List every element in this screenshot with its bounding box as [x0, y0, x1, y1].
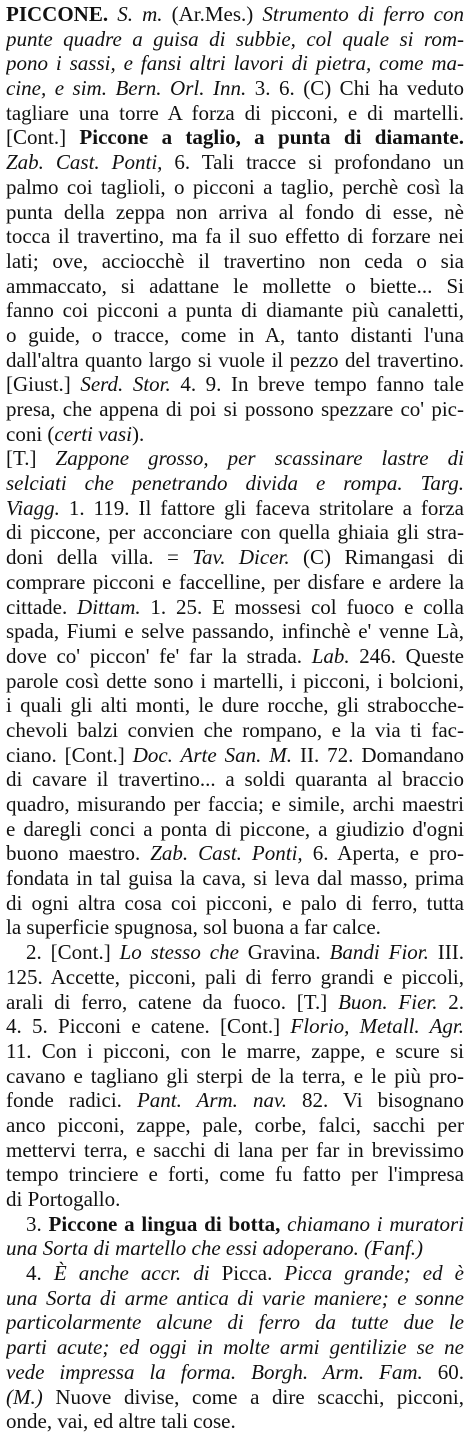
- text-line: [6, 743, 464, 768]
- text-line: [6, 1212, 464, 1237]
- text-run: 246. Queste: [349, 643, 464, 668]
- text-run: 2. [Cont.]: [26, 940, 120, 965]
- text-run: (C) Rimangasi di: [289, 545, 464, 570]
- text-run: arali di ferro, catene da fuoco. [T.]: [6, 989, 339, 1014]
- italic-text: Zab. Cast. Ponti,: [150, 841, 303, 866]
- italic-text: Lo stesso che: [119, 940, 239, 965]
- text-run: fondata in tal guisa la cava, si leva dal masso, prima: [6, 866, 464, 891]
- text-line: [6, 150, 464, 175]
- text-line: [6, 940, 464, 965]
- text-run: III.: [428, 940, 464, 965]
- text-line: [6, 693, 464, 718]
- text-run: [Cont.]: [6, 125, 80, 150]
- text-line: [6, 595, 464, 620]
- text-run: 6. Tali tracce si profondano un: [162, 150, 464, 175]
- text-run: 2.: [437, 989, 464, 1014]
- text-run: spada, Fiumi e selve passando, infinchè e' venne Là,: [6, 619, 464, 644]
- text-line: [6, 1187, 464, 1212]
- dictionary-entry-piccone: [6, 2, 464, 1434]
- text-line: [6, 1310, 464, 1335]
- text-line: [6, 965, 464, 990]
- text-line: [6, 471, 464, 496]
- text-run: fanno coi picconi a punta di diamante più canaletti,: [6, 298, 464, 323]
- italic-text: Buon. Fier.: [338, 989, 438, 1014]
- text-run: buono maestro.: [6, 841, 151, 866]
- text-run: 1. 25. E mossesi col fuoco e colla: [140, 594, 464, 619]
- bold-term: PICCONE.: [6, 2, 109, 26]
- text-line: [6, 1409, 464, 1434]
- text-line: [6, 1138, 464, 1163]
- italic-text: cine, e sim. Bern. Orl. Inn.: [6, 76, 247, 101]
- italic-text: Bandi Fior.: [329, 940, 429, 965]
- text-run: comprare picconi e faccelline, per disfare e ardere la: [6, 569, 464, 594]
- text-line: [6, 990, 464, 1015]
- italic-text: Tav. Dicer.: [192, 545, 290, 570]
- text-run: 4.: [26, 1261, 54, 1286]
- text-run: dove co' piccon' fe' far la strada.: [6, 643, 312, 668]
- text-run: 1. 119. Il fattore gli faceva stritolare a forza: [59, 495, 464, 520]
- italic-text: selciati che penetrando divida e rompa. Targ.: [6, 471, 464, 496]
- italic-text: Picca grande; ed è: [284, 1261, 464, 1286]
- text-run: doni della villa. =: [6, 545, 193, 570]
- italic-text: parti acute; ed oggi in molte armi gentilizie se ne: [6, 1335, 464, 1360]
- text-run: dall'altra quanto largo si vuole il pezzo del travertino.: [6, 347, 464, 372]
- text-line: [6, 841, 464, 866]
- text-run: II. 72. Domandano: [292, 742, 464, 767]
- text-run: 3.: [26, 1211, 49, 1236]
- italic-text: È anche accr. di: [53, 1261, 210, 1286]
- italic-text: vede impressa la forma. Borgh. Arm. Fam.: [6, 1359, 423, 1384]
- text-run: punta della zeppa non arriva al fondo di esse, nè: [6, 199, 464, 224]
- text-line: [6, 422, 464, 447]
- text-line: [6, 249, 464, 274]
- text-line: [6, 767, 464, 792]
- text-line: [6, 274, 464, 299]
- italic-text: (M.): [6, 1384, 43, 1409]
- text-run: Picca.: [209, 1261, 285, 1286]
- text-line: [6, 718, 464, 743]
- text-run: o guide, o tracce, come in A, tanto distanti l'una: [6, 322, 464, 347]
- text-run: ammaccato, si adattane le mollette o biette... Si: [6, 273, 464, 298]
- italic-text: Doc. Arte San. M.: [132, 742, 293, 767]
- text-line: [6, 1286, 464, 1311]
- italic-text: Dittam.: [77, 594, 141, 619]
- text-line: [6, 76, 464, 101]
- text-line: [6, 545, 464, 570]
- text-run: tagliare una torre A forza di picconi, e di martelli.: [6, 100, 464, 125]
- text-line: [6, 125, 464, 150]
- italic-text: una Sorta di martello che essi adoperano. (Fanf.): [6, 1236, 424, 1261]
- text-run: tempo trinciere e forti, come fu fatto per l'impresa: [6, 1162, 464, 1187]
- text-run: mettervi terra, e sacchi di lana per far in brevissimo: [6, 1137, 464, 1162]
- italic-text: una Sorta di arme antica di varie maniere; e sonne: [6, 1285, 464, 1310]
- text-run: ).: [131, 421, 145, 446]
- text-line: [6, 817, 464, 842]
- text-run: i quali gli alti monti, le dure rocche, gli strabocche-: [6, 693, 464, 718]
- italic-text: Zappone grosso, per scassinare lastre di: [55, 446, 464, 471]
- text-line: [6, 1113, 464, 1138]
- text-run: Gravina.: [238, 940, 330, 965]
- text-run: cavano e tagliano gli sterpi de la terra, e le più pro-: [6, 1063, 464, 1088]
- text-line: [6, 323, 464, 348]
- text-run: presa, che appena di poi si possono spezzare co' pic-: [6, 397, 464, 421]
- text-line: [6, 644, 464, 669]
- text-run: tocca il travertino, ma fa il suo effetto di forzare nei: [6, 224, 464, 249]
- text-line: [6, 520, 464, 545]
- italic-text: Lab.: [311, 643, 350, 668]
- text-line: [6, 224, 464, 249]
- text-line: [6, 1014, 464, 1039]
- text-line: [6, 915, 464, 940]
- text-run: 3. 6. (C) Chi ha veduto: [246, 76, 464, 101]
- text-run: di Portogallo.: [6, 1187, 121, 1211]
- text-run: Nuove divise, come a dire scacchi, picconi,: [42, 1384, 464, 1409]
- text-run: e daregli conci a ponta di piccone, a giudizio d'ogni: [6, 816, 464, 841]
- text-run: onde, vai, ed altre tali cose.: [6, 1409, 236, 1434]
- text-run: cittade.: [6, 594, 78, 619]
- text-run: [T.]: [6, 446, 56, 471]
- text-line: [6, 1385, 464, 1410]
- text-line: [6, 51, 464, 76]
- text-line: [6, 866, 464, 891]
- italic-text: Viagg.: [6, 495, 60, 520]
- text-line: [6, 372, 464, 397]
- text-run: la superficie spugnosa, sol buona a far calce.: [6, 915, 381, 940]
- italic-text: chiamano i muratori: [280, 1211, 464, 1236]
- text-line: [6, 1162, 464, 1187]
- text-run: di piccone, per acconciare con quella ghiaia gli stra-: [6, 520, 464, 545]
- text-run: chevoli balzi convien che rompano, e la via ti fac-: [6, 717, 464, 742]
- text-line: [6, 1360, 464, 1385]
- text-run: lati; ove, acciocchè il travertino non ceda o sia: [6, 248, 464, 273]
- text-run: 6. Aperta, e pro-: [302, 841, 464, 866]
- italic-text: Serd. Stor.: [80, 372, 171, 397]
- text-run: 4. 5. Picconi e catene. [Cont.]: [6, 1014, 291, 1039]
- text-line: [6, 1335, 464, 1360]
- text-run: 4. 9. In breve tempo fanno tale: [170, 372, 464, 397]
- text-line: [6, 570, 464, 595]
- italic-text: punte quadre a guisa di subbie, col quale si rom-: [6, 26, 464, 51]
- text-line: [6, 446, 464, 471]
- italic-text: S. m.: [108, 2, 172, 26]
- text-run: ciano. [Cont.]: [6, 742, 133, 767]
- text-run: palmo coi taglioli, o picconi a taglio, perchè così la: [6, 174, 464, 199]
- italic-text: pono i sassi, e fansi altri lavori di pietra, come ma-: [6, 51, 464, 76]
- text-line: [6, 27, 464, 52]
- text-line: [6, 1236, 464, 1261]
- italic-text: Pant. Arm. nav.: [136, 1088, 287, 1113]
- text-line: [6, 1039, 464, 1064]
- text-line: [6, 298, 464, 323]
- text-line: [6, 619, 464, 644]
- text-run: di cavare il travertino... a soldi quaranta al braccio: [6, 767, 464, 792]
- text-run: 60.: [422, 1359, 464, 1384]
- text-line: [6, 175, 464, 200]
- italic-text: Zab. Cast. Ponti,: [6, 150, 163, 175]
- text-run: di ogni altra cosa coi picconi, e palo di ferro, tutta: [6, 890, 464, 915]
- text-line: [6, 891, 464, 916]
- text-line: [6, 669, 464, 694]
- italic-text: particolarmente alcune di ferro da tutte due le: [6, 1310, 464, 1335]
- text-line: [6, 1064, 464, 1089]
- italic-text: Strumento di ferro con: [262, 2, 464, 26]
- text-run: anco picconi, zappe, pale, corbe, falci, sacchi per: [6, 1112, 464, 1137]
- text-line: [6, 397, 464, 422]
- text-run: quadro, misurando per faccia; e simile, archi maestri: [6, 792, 464, 816]
- text-run: fonde radici.: [6, 1088, 137, 1113]
- text-run: (Ar.Mes.): [171, 2, 263, 26]
- italic-text: Florio, Metall. Agr.: [290, 1014, 464, 1039]
- bold-term: Piccone a lingua di botta,: [48, 1211, 281, 1236]
- text-run: coni (: [6, 421, 55, 446]
- text-run: parole così dette sono i martelli, i picconi, i bolcioni,: [6, 668, 464, 693]
- text-line: [6, 496, 464, 521]
- text-line: [6, 1261, 464, 1286]
- bold-term: Piccone a taglio, a punta di diamante.: [79, 125, 464, 150]
- text-line: [6, 2, 464, 27]
- text-run: 82. Vi bisognano: [286, 1088, 464, 1113]
- text-line: [6, 1088, 464, 1113]
- italic-text: certi vasi: [54, 421, 132, 446]
- text-run: 125. Accette, picconi, pali di ferro grandi e piccoli,: [6, 964, 464, 989]
- text-line: [6, 200, 464, 225]
- text-line: [6, 792, 464, 817]
- text-run: 11. Con i picconi, con le marre, zappe, e scure si: [6, 1038, 464, 1063]
- text-run: [Giust.]: [6, 372, 81, 397]
- text-line: [6, 101, 464, 126]
- text-line: [6, 348, 464, 373]
